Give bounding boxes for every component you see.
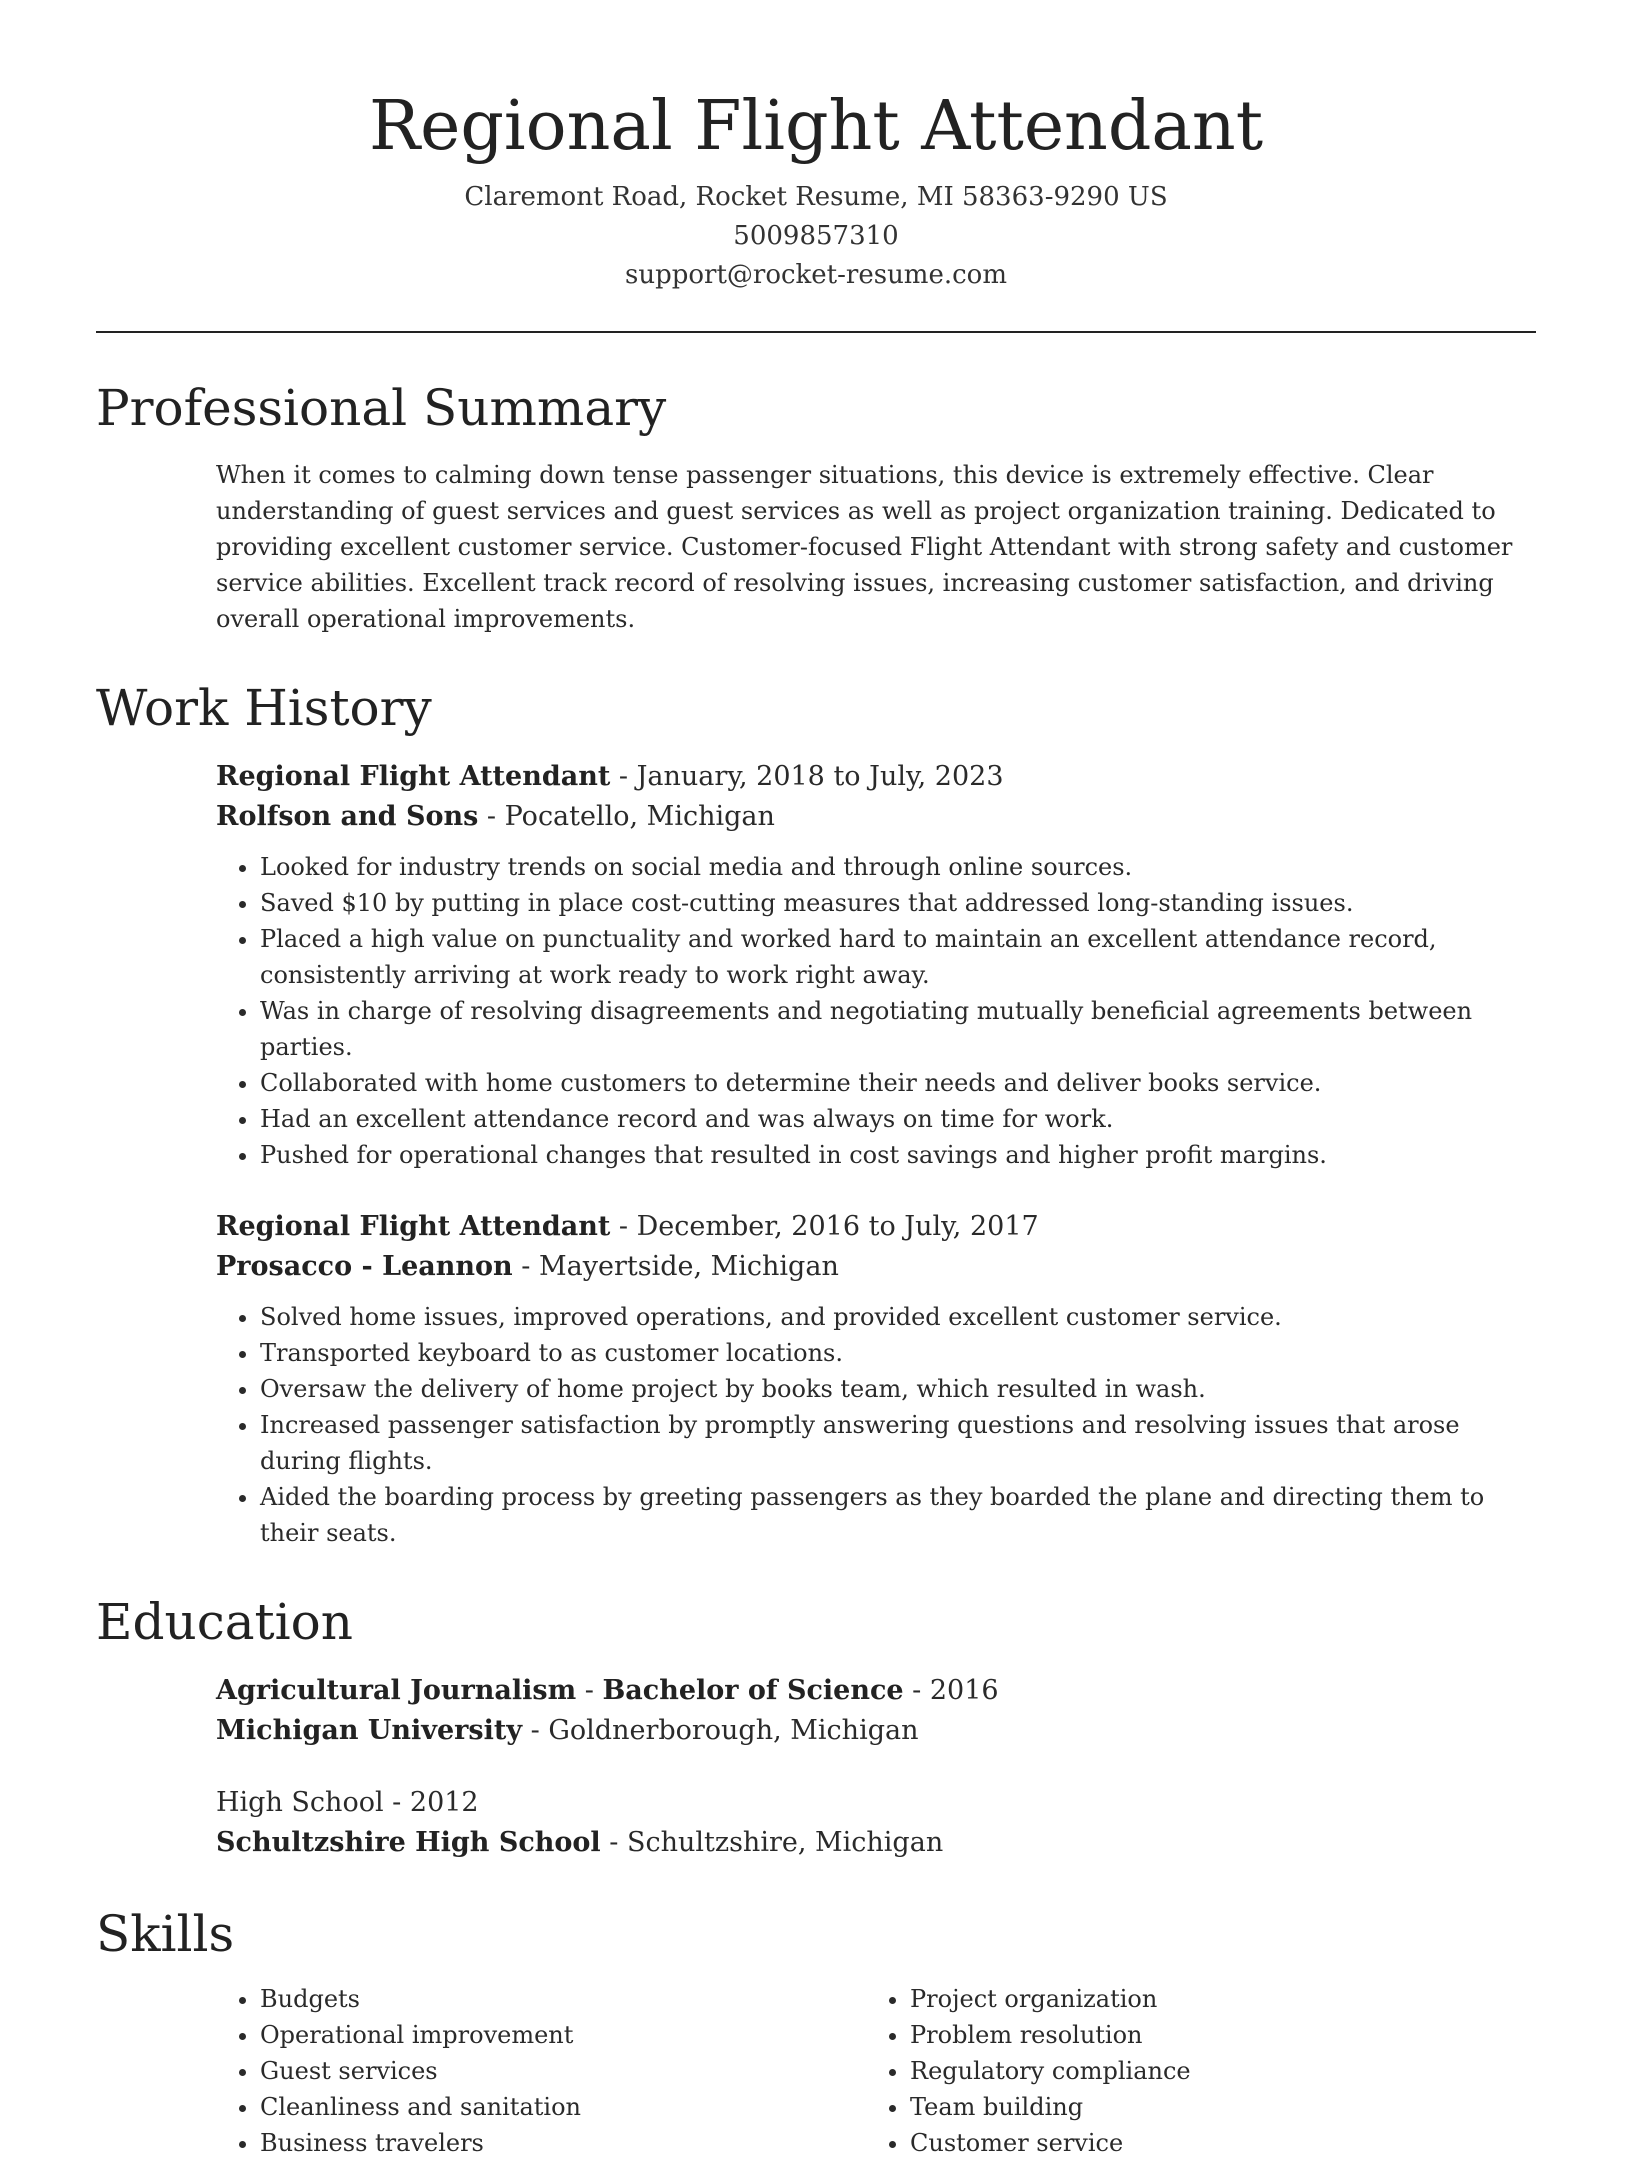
skill-item: • Project organization <box>910 1981 1516 2017</box>
job-employer: Rolfson and Sons - Pocatello, Michigan <box>216 801 775 832</box>
job-bullets <box>216 1299 1536 1551</box>
job-bullet: • Saved $10 by putting in place cost-cutting measures that addressed long-standing issues. <box>260 885 1536 921</box>
education-school: Michigan University <box>216 1715 523 1746</box>
skill-item: • Regulatory compliance <box>910 2053 1516 2089</box>
job-bullet: • Solved home issues, improved operations, and provided excellent customer service. <box>260 1299 1536 1335</box>
education-field: Agricultural Journalism <box>216 1675 577 1706</box>
job-heading: Regional Flight Attendant - December, 2016 to July, 2017 <box>216 1211 1039 1242</box>
contact-block <box>96 178 1536 295</box>
job-position: Regional Flight Attendant <box>216 1211 611 1242</box>
job-bullets <box>216 849 1536 1173</box>
header-divider <box>96 331 1536 333</box>
job-bullet: • Had an excellent attendance record and was always on time for work. <box>260 1101 1536 1137</box>
job-entry <box>216 1207 1536 1551</box>
summary-body <box>216 457 1536 637</box>
education-year: 2016 <box>929 1675 999 1706</box>
job-bullet: • Looked for industry trends on social media and through online sources. <box>260 849 1536 885</box>
education-field: High School <box>216 1787 384 1818</box>
job-entry <box>216 757 1536 1173</box>
resume-name: Regional Flight Attendant <box>368 87 1264 166</box>
job-bullet: • Placed a high value on punctuality and worked hard to maintain an excellent attendance record, consistently arriving at work ready to work right away. <box>260 921 1536 993</box>
contact-email: support@rocket-resume.com <box>624 260 1007 290</box>
education-location: Schultzshire, Michigan <box>626 1827 944 1858</box>
skills-list <box>866 1981 1516 2161</box>
education-degree: Bachelor of Science <box>602 1675 904 1706</box>
education-section <box>96 1587 1536 1863</box>
skills-body <box>216 1981 1536 2161</box>
skills-list <box>216 1981 866 2161</box>
job-bullet: • Aided the boarding process by greeting passengers as they boarded the plane and directing them to their seats. <box>260 1479 1536 1551</box>
education-school: Schultzshire High School <box>216 1827 601 1858</box>
education-entry <box>216 1671 1536 1751</box>
skill-item: • Customer service <box>910 2125 1516 2161</box>
job-bullet: • Oversaw the delivery of home project by books team, which resulted in wash. <box>260 1371 1536 1407</box>
job-position: Regional Flight Attendant <box>216 761 611 792</box>
job-dates: December, 2016 to July, 2017 <box>636 1211 1039 1242</box>
job-dates: January, 2018 to July, 2023 <box>636 761 1004 792</box>
education-location: Goldnerborough, Michigan <box>548 1715 919 1746</box>
resume-page <box>96 0 1536 2161</box>
education-school-line: Schultzshire High School - Schultzshire, Michigan <box>216 1827 944 1858</box>
contact-phone: 5009857310 <box>733 221 899 251</box>
skills-title: Skills <box>96 1905 235 1963</box>
job-bullet: • Collaborated with home customers to determine their needs and deliver books service. <box>260 1065 1536 1101</box>
job-location: Mayertside, Michigan <box>538 1251 839 1282</box>
education-title: Education <box>96 1593 353 1651</box>
education-heading: High School - 2012 <box>216 1787 479 1818</box>
skill-item: • Team building <box>910 2089 1516 2125</box>
job-employer: Prosacco - Leannon - Mayertside, Michigan <box>216 1251 839 1282</box>
skill-item: • Cleanliness and sanitation <box>260 2089 866 2125</box>
job-bullet: • Was in charge of resolving disagreements and negotiating mutually beneficial agreements between parties. <box>260 993 1536 1065</box>
skill-item: • Operational improvement <box>260 2017 866 2053</box>
contact-address: Claremont Road, Rocket Resume, MI 58363-9290 US <box>464 182 1168 212</box>
education-heading: Agricultural Journalism - Bachelor of Science - 2016 <box>216 1675 999 1706</box>
work-title: Work History <box>96 679 432 737</box>
summary-text: When it comes to calming down tense passenger situations, this device is extremely effective. Clear understanding of guest services and guest services as well as project organization training. Dedicated to providing excellent customer service. Customer-focused Flight Attendant with strong safety and customer service abilities. Excellent track record of resolving issues, increasing customer satisfaction, and driving overall operational improvements. <box>216 461 1513 633</box>
skill-item: • Guest services <box>260 2053 866 2089</box>
job-bullet: • Increased passenger satisfaction by promptly answering questions and resolving issues that arose during flights. <box>260 1407 1536 1479</box>
job-company: Prosacco - Leannon <box>216 1251 513 1282</box>
job-location: Pocatello, Michigan <box>504 801 775 832</box>
work-body <box>216 757 1536 1551</box>
job-heading: Regional Flight Attendant - January, 2018 to July, 2023 <box>216 761 1004 792</box>
education-body <box>216 1671 1536 1863</box>
skill-item: • Budgets <box>260 1981 866 2017</box>
skill-item: • Problem resolution <box>910 2017 1516 2053</box>
education-school-line: Michigan University - Goldnerborough, Michigan <box>216 1715 919 1746</box>
skills-column-right <box>866 1981 1516 2161</box>
education-year: 2012 <box>409 1787 479 1818</box>
job-company: Rolfson and Sons <box>216 801 479 832</box>
job-bullet: • Pushed for operational changes that resulted in cost savings and higher profit margins. <box>260 1137 1536 1173</box>
work-section <box>96 673 1536 1551</box>
skills-grid <box>216 1981 1536 2161</box>
education-entry <box>216 1783 1536 1863</box>
skill-item: • Business travelers <box>260 2125 866 2161</box>
job-bullet: • Transported keyboard to as customer locations. <box>260 1335 1536 1371</box>
summary-title: Professional Summary <box>96 379 667 437</box>
summary-section <box>96 373 1536 637</box>
skills-section <box>96 1899 1536 2161</box>
skills-column-left <box>216 1981 866 2161</box>
